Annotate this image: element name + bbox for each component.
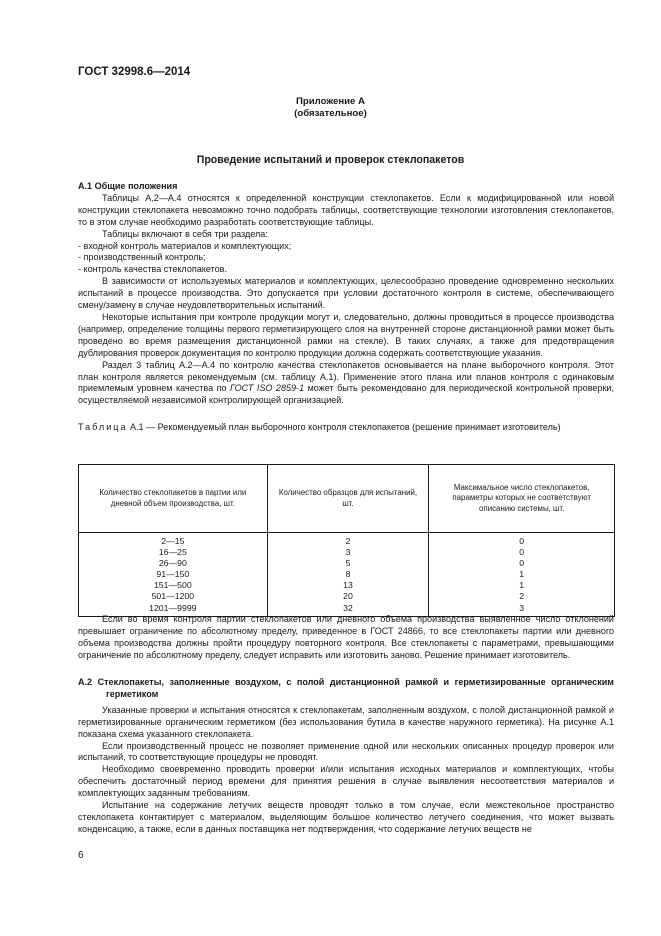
table-row [79,533,615,548]
paragraph-text: Раздел 3 таблиц А.2—А.4 по контролю качества стеклопакетов основывается на плане выборочного контроля. Этот план контроля является рекомендуемым (см. таблицу А.1). Применение этого плана или планов контроля с одинаковым приемлемым уровнем качества по [78,359,614,394]
paragraph: Указанные проверки и испытания относятся к стеклопакетам, заполненным воздухом, с полой дистанционной рамкой и герметизированные органическим герметиком (без использования бутила в качестве наружного герметика). На рисунке А.1 показана схема указанного стеклопакета. [78,704,614,739]
post-table-text [78,614,614,662]
document-header: ГОСТ 32998.6—2014 [78,66,191,78]
section-a2 [78,677,614,836]
page-number: 6 [78,850,84,861]
section-a2-heading: А.2 Стеклопакеты, заполненные воздухом, с полой дистанционной рамкой и герметизированные органическим герметиком [78,677,614,699]
table-cell: 0 [429,558,615,569]
table-row [79,569,615,580]
annex-status: (обязательное) [294,108,367,119]
table-cell: 3 [429,603,615,617]
table-cell: 8 [267,569,429,580]
table-cell: 2—15 [79,533,268,548]
table-cell: 0 [429,533,615,548]
paragraph: В зависимости от используемых материалов и комплектующих, целесообразно проведение одновременно нескольких испытаний в процессе производства. Это допускается при условии достаточного контроля в системе, обеспечивающего смену/замену в случае неудовлетворительных испытаний. [78,276,614,311]
annex-title: Приложение А [296,96,365,107]
table-cell: 91—150 [79,569,268,580]
table-header-cell: Максимальное число стеклопакетов, параметры которых не соответствуют описанию системы, шт. [429,465,615,533]
table-cell: 32 [267,603,429,617]
section-a1 [78,181,614,407]
table-cell: 26—90 [79,558,268,569]
paragraph [78,360,614,408]
standard-reference: ГОСТ ISO 2859-1 [229,383,305,394]
paragraph: Необходимо своевременно проводить проверки и/или испытания исходных материалов и комплектующих, чтобы обеспечить достаточный период времени для принятия решения в случае выявления несоответствия материалов и комплектующих заданным требованиям. [78,764,614,799]
list-item: - входной контроль материалов и комплектующих; [78,240,292,251]
table-cell: 0 [429,547,615,558]
table-caption-text: А.1 — Рекомендуемый план выборочного контроля стеклопакетов (решение принимает изготовитель) [127,422,561,432]
table-caption [78,422,614,434]
table-header-cell: Количество стеклопакетов в партии или дневной объем производства, шт. [79,465,268,533]
paragraph: Таблицы включают в себя три раздела: [102,228,268,239]
paragraph: Если во время контроля партии стеклопакетов или дневного объема производства выявленное число отклонений превышает ограничение по абсолютному пределу, приведенное в ГОСТ 24866, то все стеклопакеты партии или дневного объема производства должны пройти процедуру повторного контроля. Все стеклопакеты с параметрами, превышающими ограничение по абсолютному пределу, следует исправить или изготовить заново. Решение принимает изготовитель. [78,614,614,660]
table-cell: 3 [267,547,429,558]
table-cell: 151—500 [79,580,268,591]
paragraph: Таблицы А.2—А.4 относятся к определенной конструкции стеклопакетов. Если к модифицированной или новой конструкции стеклопакета невозможно точно подобрать таблицы, соответствующие технологии изготовления стеклопакетов, то в этом случае необходимо разработать соответствующие таблицы. [78,192,614,227]
section-a1-heading: А.1 Общие положения [78,181,178,191]
table-row [79,547,615,558]
table-row [79,591,615,602]
table-cell: 1201—9999 [79,603,268,617]
list-item: - производственный контроль; [78,252,206,263]
table-header-row [79,465,615,533]
page-title: Проведение испытаний и проверок стеклопакетов [196,154,465,166]
table-cell: 1 [429,569,615,580]
table-cell: 20 [267,591,429,602]
table-cell: 2 [267,533,429,548]
table-cell: 1 [429,580,615,591]
table-caption-label: Таблица [78,422,128,432]
table-cell: 5 [267,558,429,569]
paragraph: Некоторые испытания при контроле продукции могут и, следовательно, должны проводиться в процессе производства (например, определение толщины первого герметизирующего слоя на внутренней стороне дистанционной рамки может быть проведено во время размещения дистанционной рамки на стекле). В таких случаях, а также для предотвращения дублирования проверок документация по контролю продукции должна содержать соответствующие указания. [78,311,614,358]
table-header-cell: Количество образцов для испытаний, шт. [267,465,429,533]
table-cell: 2 [429,591,615,602]
list-item: - контроль качества стеклопакетов. [78,264,227,275]
paragraph: Если производственный процесс не позволяет применение одной или нескольких описанных процедур проверок или испытаний, то соответствующие процедуры не проводят. [78,740,614,763]
paragraph: Испытание на содержание летучих веществ проводят только в том случае, если межстекольное пространство стеклопакета контактирует с материалом, выделяющим большое количество летучего соединения, что может вызвать конденсацию, а также, если в данных поставщика нет подтверждения, что содержание летучих веществ не [78,800,614,834]
table-cell: 16—25 [79,547,268,558]
sampling-plan-table [78,464,615,617]
paragraph-text: может быть рекомендовано для периодической контрольной проверки, осуществляемой независимой контролирующей организацией. [78,383,614,406]
table-row [79,580,615,591]
table-cell: 13 [267,580,429,591]
table-row [79,558,615,569]
table-cell: 501—1200 [79,591,268,602]
